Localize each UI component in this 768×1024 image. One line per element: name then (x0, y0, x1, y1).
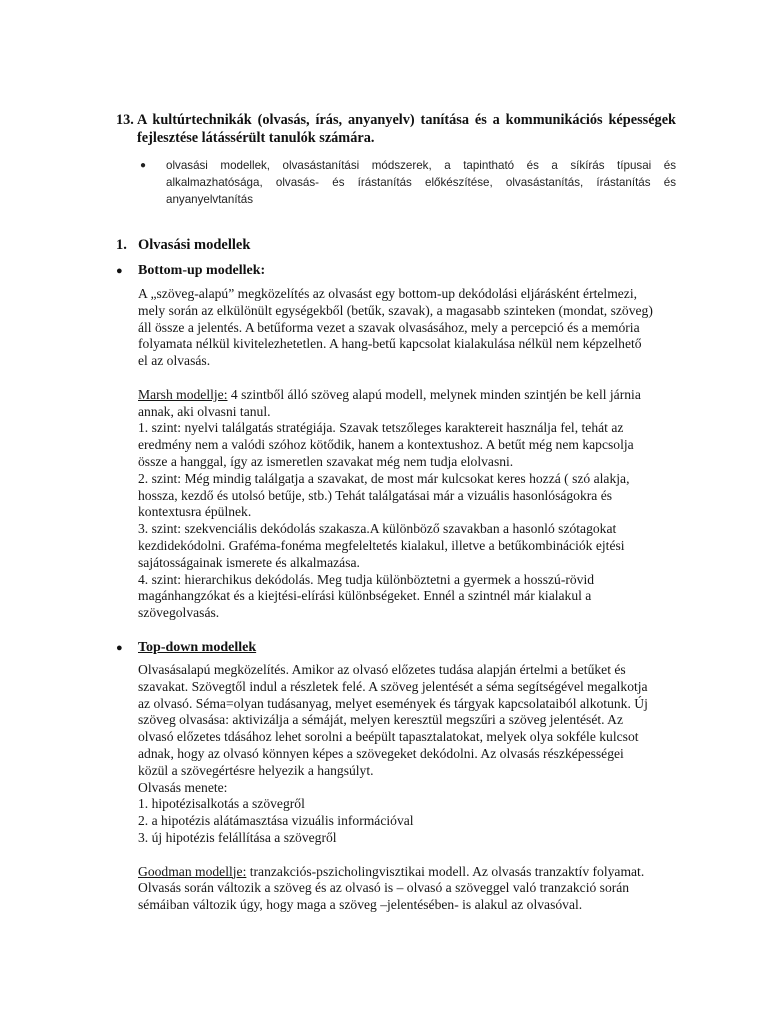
heading-number: 1. (116, 237, 127, 253)
paragraph-line: annak, aki olvasni tanul. (138, 403, 271, 419)
paragraph-line: 1. szint: nyelvi találgatás stratégiája. Szavak tetszőleges karaktereit használja fel, tehát az (138, 420, 624, 436)
paragraph-line: kontextusra épülnek. (138, 504, 252, 520)
section-number: 13. (116, 112, 134, 128)
paragraph-line: Olvasás menete: (138, 779, 228, 795)
paragraph-line: szövegolvasás. (138, 605, 220, 621)
goodman-label: Goodman modellje: (138, 863, 247, 879)
spacer (138, 370, 678, 387)
bullet-icon: ● (116, 642, 123, 654)
paragraph-line: 2. a hipotézis alátámasztása vizuális információval (138, 813, 414, 829)
paragraph-line: el az olvasás. (138, 353, 211, 369)
topics-text: olvasási modellek, olvasástanítási módszerek, a tapintható és a síkírás típusai és alkalmazhatósága, olvasás- és írástanítás előkészítése, olvasástanítás, írástanítás és anyanyelvtanítás (166, 159, 676, 206)
paragraph-line: az olvasó. Séma=olyan tudásanyag, melyet események és tárgyak kapcsolataiból alkotunk. Új (138, 695, 648, 711)
goodman-text: tranzakciós-pszicholingvisztikai modell. Az olvasás tranzaktív folyamat. (246, 863, 645, 879)
top-down-heading (116, 639, 256, 657)
paragraph-line: adnak, hogy az olvasó könnyen képes a szövegeket dekódolni. Az olvasás részképességei (138, 745, 624, 761)
top-down-title: Top-down modellek (138, 640, 257, 655)
paragraph-line: 1. hipotézisalkotás a szövegről (138, 796, 305, 812)
marsh-text: 4 szintből álló szöveg alapú modell, melynek minden szintjén be kell járnia (227, 386, 641, 402)
heading-olvasasi-modellek (116, 236, 250, 254)
paragraph-line: 3. szint: szekvenciális dekódolás szakasza.A különböző szavakban a hasonló szótagokat (138, 521, 617, 537)
paragraph-line: 4. szint: hierarchikus dekódolás. Meg tudja különböztetni a gyermek a hosszú-rövid (138, 571, 595, 587)
paragraph-line: folyamata nélkül kivitelezhetetlen. A hang-betű kapcsolat kialakulása nélkül nem képzelhető (138, 336, 642, 352)
paragraph-line: közül a szövegértésre helyezik a hangsúlyt. (138, 762, 374, 778)
paragraph-line: 3. új hipotézis felállítása a szövegről (138, 829, 337, 845)
paragraph-line: A „szöveg-alapú” megközelítés az olvasást egy bottom-up dekódolási eljárásként értelmezi, (138, 286, 638, 301)
bullet-icon: ● (116, 265, 123, 277)
marsh-intro-line (138, 387, 678, 404)
top-down-body (138, 662, 678, 914)
section-13-heading (116, 111, 676, 147)
paragraph-line: magánhangzókat és a kiejtési-elírási különbségeket. Ennél a szintnél már kialakul a (138, 588, 592, 604)
paragraph-line: áll össze a jelentés. A betűforma vezet a szavak olvasásához, mely a percepció és a memória (138, 319, 640, 335)
goodman-intro-line (138, 864, 678, 881)
paragraph-line: szavakat. Szövegtől indul a részletek felé. A szöveg jelentését a séma segítségével megalkotja (138, 678, 648, 694)
topics-list (140, 157, 676, 208)
bottom-up-body (138, 286, 678, 622)
section-title: A kultúrtechnikák (olvasás, írás, anyanyelv) tanítása és a kommunikációs képességek fejlesztése látássérült tanulók számára. (137, 112, 676, 146)
paragraph-line: olvasó előzetes tdásához lehet sorolni a beépült tapasztalatokat, melyek olya sokféle kulcsot (138, 729, 639, 745)
bullet-icon: ● (140, 160, 147, 171)
marsh-label: Marsh modellje: (138, 386, 228, 402)
paragraph-line: hossza, kezdő és utolsó betűje, stb.) Tehát találgatásai már a vizuális hasonlóságokra és (138, 487, 613, 503)
paragraph-line: össze a hanggal, így az ismeretlen szavakat még nem tudja elolvasni. (138, 453, 514, 469)
bottom-up-heading (116, 262, 265, 280)
paragraph-line: 2. szint: Még mindig találgatja a szavakat, de most már kulcsokat keres hozzá ( szó alakja, (138, 470, 630, 486)
paragraph-line: eredmény nem a valódi szóhoz kötődik, hanem a kontextushoz. A betűt még nem kapcsolja (138, 437, 634, 453)
spacer (138, 847, 678, 864)
paragraph-line: sajátosságainak ismerete és alkalmazása. (138, 554, 360, 570)
paragraph-line: kezdidekódolni. Graféma-fonéma megfeleltetés kialakul, illetve a betűkombinációk ejtési (138, 537, 625, 553)
paragraph-line: sémáiban változik úgy, hogy maga a szöveg –jelentésében- is alakul az olvasóval. (138, 897, 583, 913)
heading-title: Olvasási modellek (138, 237, 251, 253)
bottom-up-title: Bottom-up modellek: (138, 263, 266, 278)
paragraph-line: Olvasás során változik a szöveg és az olvasó is – olvasó a szöveggel való tranzakció során (138, 880, 630, 896)
paragraph-line: mely során az elkülönült egységekből (betűk, szavak), a magasabb szinteken (mondat, szöveg) (138, 302, 653, 318)
paragraph-line: Olvasásalapú megközelítés. Amikor az olvasó előzetes tudása alapján értelmi a betűket és (138, 662, 626, 677)
paragraph-line: szöveg olvasása: aktivizálja a sémáját, melyen keresztül megszűri a szöveg jelentését. Az (138, 712, 624, 728)
